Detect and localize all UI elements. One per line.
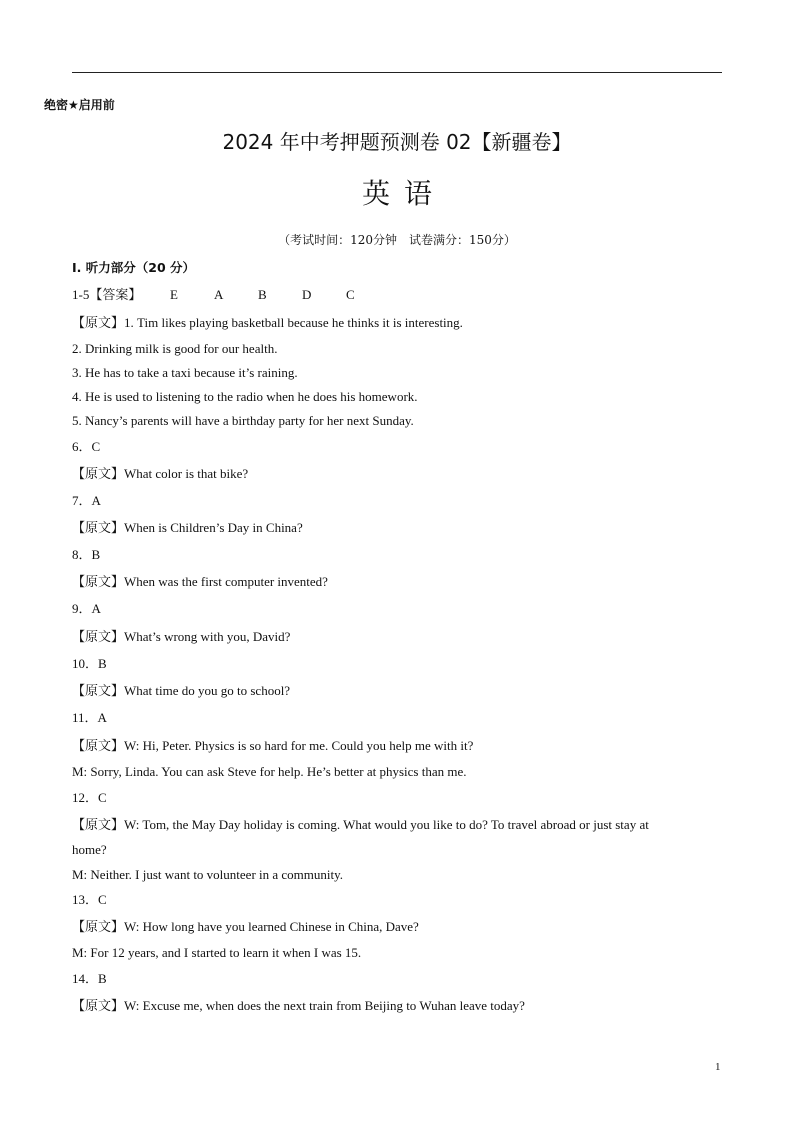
transcript-line: 3. He has to take a taxi because it’s raining. [72, 365, 298, 380]
answer-letter: A [214, 287, 224, 302]
transcript-line: 【原文】W: How long have you learned Chinese in China, Dave? [72, 919, 419, 934]
transcript-line: home? [72, 842, 107, 857]
transcript-line: 2. Drinking milk is good for our health. [72, 341, 278, 356]
transcript-line: 【原文】1. Tim likes playing basketball because he thinks it is interesting. [72, 315, 463, 330]
answer-line: 10．B [72, 656, 107, 671]
page-title: 2024 年中考押题预测卷 02【新疆卷】 [222, 130, 572, 154]
answer-letter: B [258, 287, 267, 302]
answer-line: 12．C [72, 790, 107, 805]
confidential-label: 绝密★启用前 [44, 98, 115, 112]
header-rule [72, 72, 722, 73]
answer-line: 13．C [72, 892, 107, 907]
transcript-line: M: Sorry, Linda. You can ask Steve for help. He’s better at physics than me. [72, 764, 467, 779]
answer-line: 7．A [72, 493, 101, 508]
answer-letter: C [346, 287, 355, 302]
section-heading: Ⅰ. 听力部分（20 分） [72, 260, 195, 275]
transcript-line: 5. Nancy’s parents will have a birthday party for her next Sunday. [72, 413, 414, 428]
transcript-line: M: Neither. I just want to volunteer in a community. [72, 867, 344, 882]
exam-info: （考试时间：120分钟 试卷满分：150分） [278, 233, 516, 247]
subject-title: 英语 [361, 177, 446, 210]
answer-row-1-5 [72, 287, 390, 303]
answer-letter: E [170, 287, 178, 302]
transcript-line: 【原文】What color is that bike? [72, 466, 249, 481]
transcript-line: 【原文】When was the first computer invented? [72, 574, 328, 589]
answer-line: 14．B [72, 971, 107, 986]
transcript-line: 【原文】W: Excuse me, when does the next train from Beijing to Wuhan leave today? [72, 998, 525, 1013]
transcript-line: 【原文】What time do you go to school? [72, 683, 291, 698]
transcript-line: 【原文】W: Tom, the May Day holiday is coming. What would you like to do? To travel abroad or just stay at [72, 817, 649, 832]
transcript-line: 【原文】W: Hi, Peter. Physics is so hard for me. Could you help me with it? [72, 738, 474, 753]
transcript-line: 【原文】What’s wrong with you, David? [72, 629, 291, 644]
answer-prefix: 1-5【答案】 [72, 287, 142, 302]
answer-letter: D [302, 287, 312, 302]
transcript-line: M: For 12 years, and I started to learn it when I was 15. [72, 945, 362, 960]
answer-line: 9．A [72, 601, 101, 616]
transcript-line: 4. He is used to listening to the radio when he does his homework. [72, 389, 418, 404]
page-number: 1 [715, 1061, 721, 1073]
answer-line: 6．C [72, 439, 101, 454]
answer-line: 8．B [72, 547, 101, 562]
answer-line: 11．A [72, 710, 107, 725]
transcript-line: 【原文】When is Children’s Day in China? [72, 520, 303, 535]
answer-letters [170, 287, 390, 303]
